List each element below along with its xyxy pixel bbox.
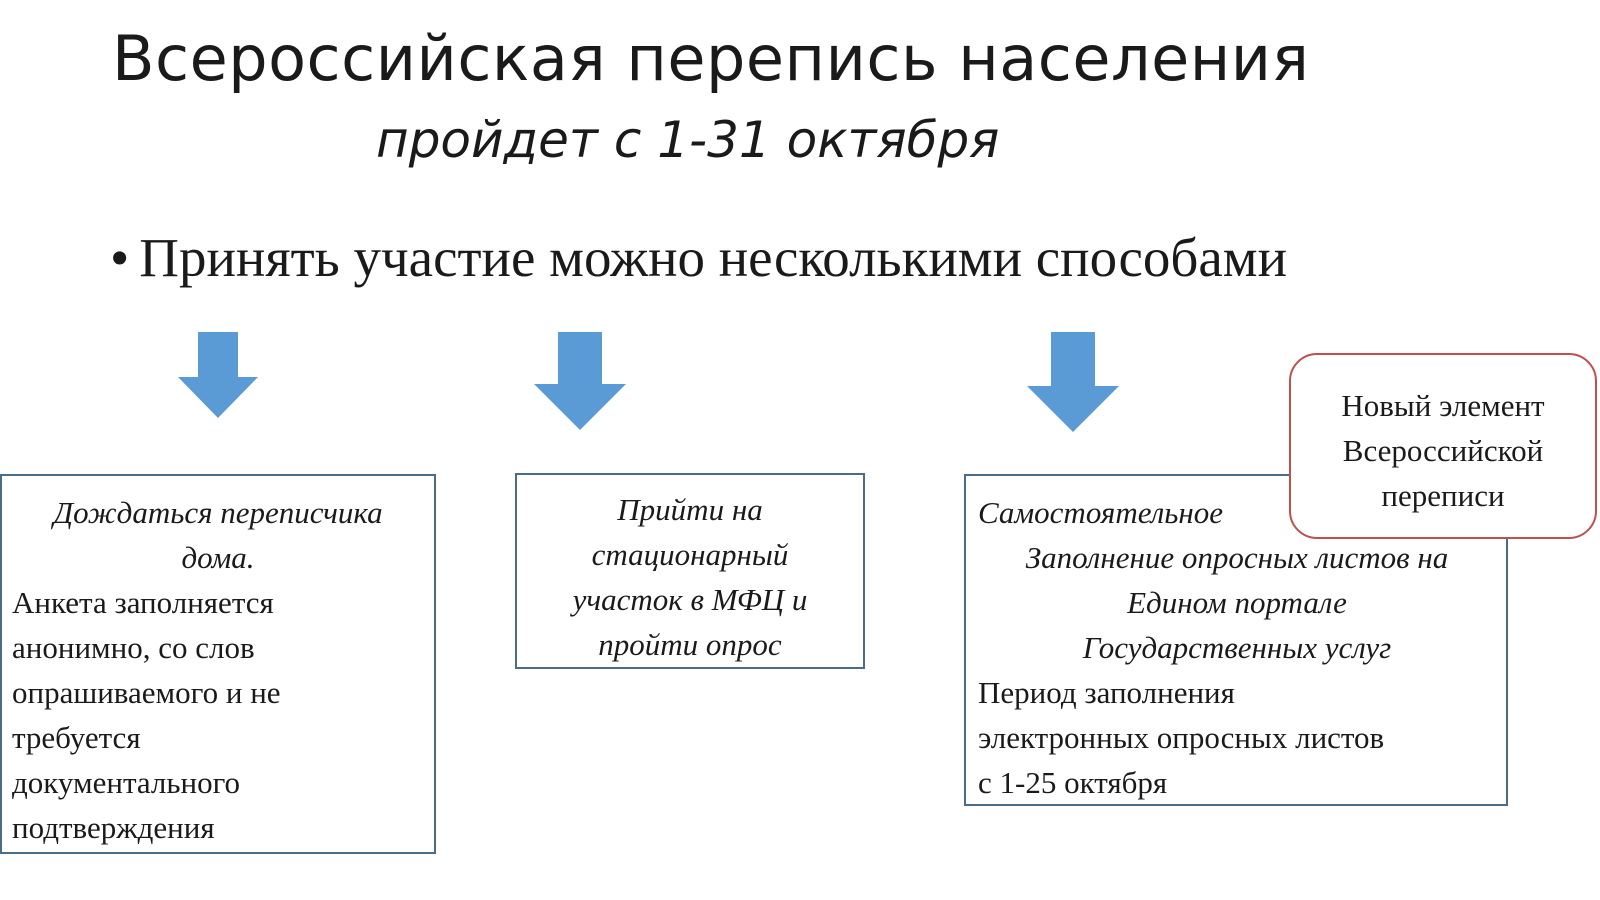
option-2-italic-line: пройти опрос [598,627,782,662]
page-title: Всероссийская перепись населения [112,22,1310,95]
down-arrow-icon-1 [178,332,258,418]
option-1-italic-line: дома. [181,540,255,575]
bullet-heading [110,225,1287,291]
bullet-text: Принять участие можно несколькими способами [139,227,1288,288]
option-3-line: с 1-25 октября [978,765,1168,800]
new-element-callout [1289,353,1597,539]
option-1-line: требуется [12,720,141,755]
bullet-marker: • [110,227,130,288]
option-3-italic-line: Заполнение опросных листов на [1025,540,1449,575]
callout-line: Новый элемент [1341,388,1545,423]
option-box-enumerator [0,474,436,854]
option-3-line: Период заполнения [978,675,1235,710]
callout-line: переписи [1381,478,1505,513]
option-1-line: подтверждения [12,810,215,845]
option-3-italic-line: Едином портале [1127,585,1347,620]
option-3-line: электронных опросных листов [978,720,1385,755]
down-arrow-icon-3 [1027,332,1119,432]
down-arrow-icon-2 [534,332,626,430]
option-1-line: документального [12,765,241,800]
page-subtitle: пройдет с 1-31 октября [376,111,1000,169]
option-1-line: опрашиваемого и не [12,675,281,710]
option-2-italic-line: стационарный [591,537,789,572]
option-2-italic-line: участок в МФЦ и [572,582,808,617]
option-3-italic-line: Государственных услуг [1082,630,1392,665]
option-1-line: Анкета заполняется [12,585,274,620]
option-1-italic-line: Дождаться переписчика [53,495,383,530]
option-1-line: анонимно, со слов [12,630,255,665]
option-box-mfc [515,473,865,669]
callout-line: Всероссийской [1342,433,1544,468]
option-2-italic-line: Прийти на [617,492,763,527]
option-3-italic-line: Самостоятельное [978,495,1223,530]
